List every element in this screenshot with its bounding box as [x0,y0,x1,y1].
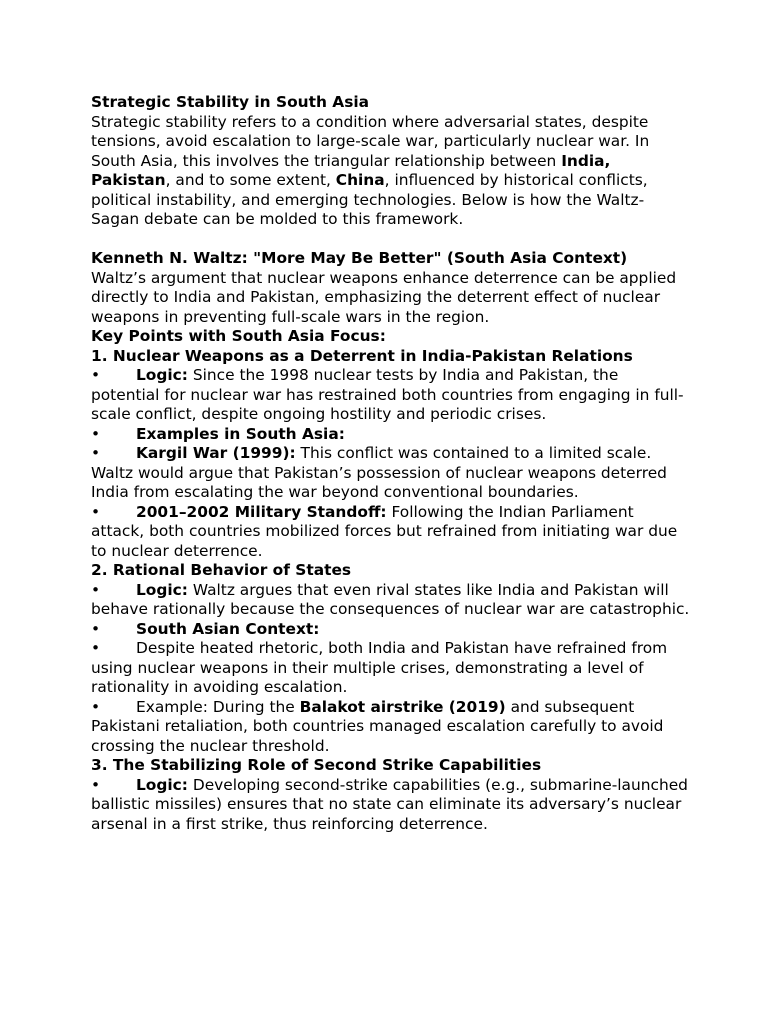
section-2-heading: 2. Rational Behavior of States [91,561,352,579]
s2-logic-item: • Logic: Waltz argues that even rival states like India and Pakistan will behave rationally because the consequences of nuclear war are catastrophic. [91,580,690,618]
s1-standoff-item: • 2001–2002 Military Standoff: Following the Indian Parliament attack, both countries mobilized forces but refrained from initiating war due to nuclear deterrence. [91,502,678,560]
document-title: Strategic Stability in South Asia [91,93,370,111]
s1-logic-item: • Logic: Since the 1998 nuclear tests by India and Pakistan, the potential for nuclear war has restrained both countries from engaging in full-scale conflict, despite ongoing hostility and periodic crises. [91,366,684,423]
bullet: • [91,444,101,462]
bullet: • [91,424,101,443]
s2-context-item: • South Asian Context: [91,619,320,638]
s1-kargil-item: • Kargil War (1999): This conflict was contained to a limited scale. Waltz would argue that Pakistan’s possession of nuclear weapons deterred India from escalating the war beyond conventional boundaries. [91,444,667,501]
document-page [91,93,691,834]
bullet: • [91,639,101,657]
waltz-heading: Kenneth N. Waltz: "More May Be Better" (South Asia Context) [91,249,628,267]
key-points-heading: Key Points with South Asia Focus: [91,327,386,345]
s1-examples-item: • Examples in South Asia: [91,424,345,443]
bullet: • [91,502,101,521]
bullet: • [91,580,101,599]
s3-logic-item: • Logic: Developing second-strike capabilities (e.g., submarine-launched ballistic missiles) ensures that no state can eliminate its adversary’s nuclear arsenal in a first strike, thus reinforcing deterrence. [91,775,688,833]
section-1-heading: 1. Nuclear Weapons as a Deterrent in India-Pakistan Relations [91,346,633,365]
bullet: • [91,697,101,716]
section-3-heading: 3. The Stabilizing Role of Second Strike Capabilities [91,756,542,774]
bullet: • [91,619,101,638]
s2-example-item: • Example: During the Balakot airstrike (2019) and subsequent Pakistani retaliation, both countries managed escalation carefully to avoid crossing the nuclear threshold. [91,697,664,755]
s2-despite-item: • Despite heated rhetoric, both India and Pakistan have refrained from using nuclear weapons in their multiple crises, demonstrating a level of rationality in avoiding escalation. [91,639,668,696]
waltz-intro: Waltz’s argument that nuclear weapons enhance deterrence can be applied directly to India and Pakistan, emphasizing the deterrent effect of nuclear weapons in preventing full-scale wars in the region. [91,268,677,326]
intro-paragraph: Strategic stability refers to a condition where adversarial states, despite tensions, avoid escalation to large-scale war, particularly nuclear war. In South Asia, this involves the triangular relationship between India, Pakistan, and to some extent, China, influenced by historical conflicts, political instability, and emerging technologies. Below is how the Waltz-Sagan debate can be molded to this framework. [91,112,650,228]
bullet: • [91,775,101,794]
paragraph-gap [91,230,691,250]
bullet: • [91,366,101,384]
